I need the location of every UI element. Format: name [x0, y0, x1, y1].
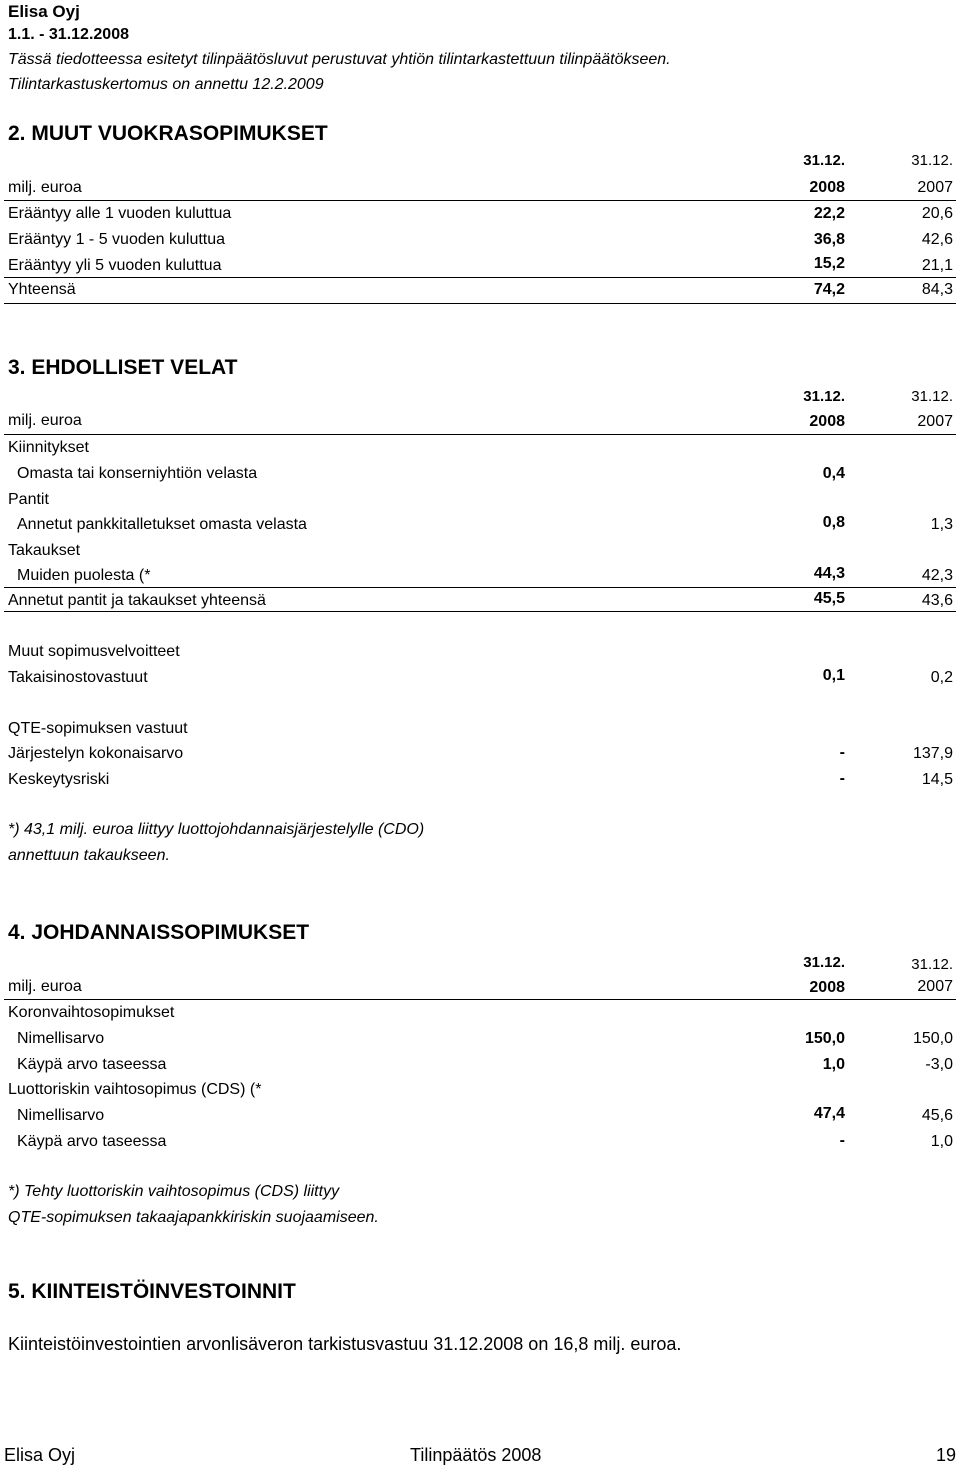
row-value-current: 15,2	[813, 255, 845, 272]
company-name: Elisa Oyj	[8, 2, 80, 21]
unit-label: milj. euroa	[8, 978, 82, 995]
section-title-kiinteistoinvestoinnit: 5. KIINTEISTÖINVESTOINNIT	[8, 1280, 296, 1303]
row-label: Omasta tai konserniyhtiön velasta	[17, 465, 258, 482]
col-year-current: 2008	[809, 179, 845, 196]
footnote: *) 43,1 milj. euroa liittyy luottojohdannaisjärjestelylle (CDO)	[8, 821, 425, 838]
footer-document: Tilinpäätös 2008	[410, 1445, 542, 1465]
row-value-prior: 1,3	[930, 516, 953, 533]
footnote: QTE-sopimuksen takaajapankkiriskin suojaamiseen.	[8, 1209, 379, 1226]
row-value-current: 47,4	[813, 1105, 845, 1122]
total-value-prior: 43,6	[921, 592, 953, 609]
row-value-prior: 45,6	[921, 1107, 953, 1124]
total-value-prior: 84,3	[921, 281, 953, 298]
col-date-current: 31.12.	[803, 954, 845, 971]
row-value-current: 22,2	[813, 205, 845, 222]
col-date-prior: 31.12.	[911, 956, 953, 973]
divider	[4, 434, 956, 435]
group-heading: Kiinnitykset	[8, 439, 89, 456]
row-label: Erääntyy 1 - 5 vuoden kuluttua	[8, 231, 226, 248]
row-value-prior: 14,5	[921, 771, 953, 788]
row-value-current: 36,8	[813, 231, 845, 248]
section-title-johdannaissopimukset: 4. JOHDANNAISSOPIMUKSET	[8, 921, 310, 944]
col-date-current: 31.12.	[803, 152, 845, 169]
row-label: Järjestelyn kokonaisarvo	[8, 745, 184, 762]
row-value-prior: 137,9	[912, 745, 953, 762]
group-heading: Pantit	[8, 491, 49, 508]
footnote: *) Tehty luottoriskin vaihtosopimus (CDS) liittyy	[8, 1183, 340, 1200]
col-year-prior: 2007	[917, 413, 953, 430]
row-label: Nimellisarvo	[17, 1107, 105, 1124]
row-value-current: -	[839, 770, 845, 787]
total-value-current: 74,2	[813, 281, 845, 298]
group-heading: Muut sopimusvelvoitteet	[8, 643, 180, 660]
section-title-ehdolliset-velat: 3. EHDOLLISET VELAT	[8, 356, 238, 379]
col-year-current: 2008	[809, 979, 845, 996]
audit-note-line1: Tässä tiedotteessa esitetyt tilinpäätösluvut perustuvat yhtiön tilintarkastettuun tilinpäätökseen.	[8, 51, 671, 68]
footnote: annettuun takaukseen.	[8, 847, 170, 864]
row-value-prior: -3,0	[925, 1056, 953, 1073]
row-label: Erääntyy yli 5 vuoden kuluttua	[8, 257, 222, 274]
row-value-prior: 20,6	[921, 205, 953, 222]
kiinteisto-text: Kiinteistöinvestointien arvonlisäveron tarkistusvastuu 31.12.2008 on 16,8 milj. euroa.	[8, 1334, 682, 1354]
row-label: Nimellisarvo	[17, 1030, 105, 1047]
col-date-current: 31.12.	[803, 388, 845, 405]
divider	[4, 200, 956, 201]
report-period: 1.1. - 31.12.2008	[8, 26, 129, 43]
row-value-current: 0,1	[822, 667, 845, 684]
unit-label: milj. euroa	[8, 179, 82, 196]
group-heading: Koronvaihtosopimukset	[8, 1004, 175, 1021]
page-number: 19	[935, 1445, 956, 1465]
row-value-current: 0,8	[822, 514, 845, 531]
unit-label: milj. euroa	[8, 412, 82, 429]
group-heading: QTE-sopimuksen vastuut	[8, 720, 188, 737]
row-label: Käypä arvo taseessa	[17, 1056, 167, 1073]
divider	[4, 999, 956, 1000]
col-year-current: 2008	[809, 413, 845, 430]
row-label: Annetut pankkitalletukset omasta velasta	[17, 516, 307, 533]
row-value-prior: 150,0	[912, 1030, 953, 1047]
row-value-current: 150,0	[804, 1030, 845, 1047]
col-year-prior: 2007	[917, 179, 953, 196]
row-value-current: -	[839, 1132, 845, 1149]
row-label: Erääntyy alle 1 vuoden kuluttua	[8, 205, 232, 222]
divider	[4, 611, 956, 612]
col-date-prior: 31.12.	[911, 388, 953, 405]
divider	[4, 277, 956, 278]
divider	[4, 587, 956, 588]
group-heading: Takaukset	[8, 542, 81, 559]
row-value-prior: 21,1	[921, 257, 953, 274]
row-value-prior: 0,2	[930, 669, 953, 686]
row-value-prior: 42,6	[921, 231, 953, 248]
row-value-current: 1,0	[822, 1056, 845, 1073]
total-label: Yhteensä	[8, 281, 76, 298]
row-value-current: 0,4	[822, 465, 845, 482]
row-label: Käypä arvo taseessa	[17, 1133, 167, 1150]
audit-note-line2: Tilintarkastuskertomus on annettu 12.2.2009	[8, 76, 324, 93]
group-heading: Luottoriskin vaihtosopimus (CDS) (*	[8, 1081, 262, 1098]
col-date-prior: 31.12.	[911, 152, 953, 169]
footer-company: Elisa Oyj	[4, 1445, 76, 1465]
row-label: Keskeytysriski	[8, 771, 110, 788]
row-value-prior: 42,3	[921, 567, 953, 584]
row-label: Muiden puolesta (*	[17, 567, 151, 584]
col-year-prior: 2007	[917, 978, 953, 995]
row-value-current: 44,3	[813, 565, 845, 582]
total-value-current: 45,5	[813, 590, 845, 607]
total-label: Annetut pantit ja takaukset yhteensä	[8, 592, 266, 609]
row-label: Takaisinostovastuut	[8, 669, 148, 686]
divider	[4, 303, 956, 304]
row-value-prior: 1,0	[930, 1133, 953, 1150]
row-value-current: -	[839, 744, 845, 761]
section-title-vuokrasopimukset: 2. MUUT VUOKRASOPIMUKSET	[8, 122, 328, 145]
